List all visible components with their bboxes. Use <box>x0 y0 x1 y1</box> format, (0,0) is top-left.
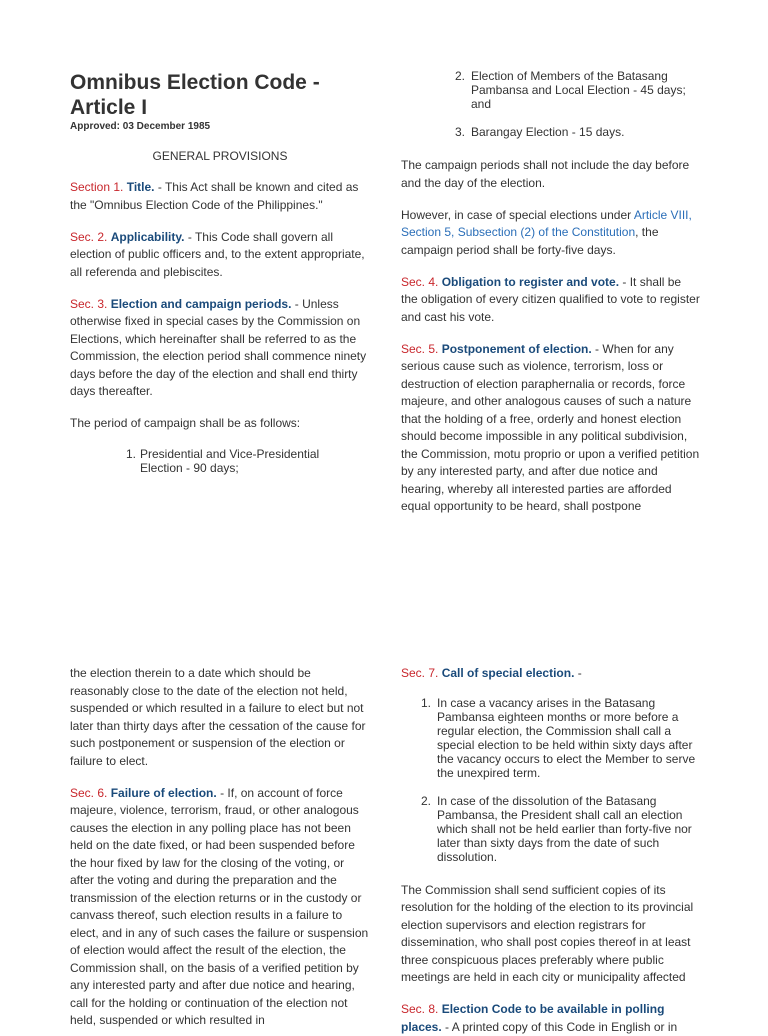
section-5-continuation: the election therein to a date which should be reasonably close to the date of the election not held, suspended or which resulted in a failure to elect but not later than thirty days after the cessation of the cause for such postponement or suspension of the election or failure to elect. <box>70 666 366 768</box>
list-item <box>417 696 701 780</box>
section-heading: Applicability. <box>110 229 185 244</box>
document-title <box>70 70 370 120</box>
list-number: 3. <box>454 125 465 139</box>
section-heading: Obligation to register and vote. <box>441 274 620 289</box>
list-text: Barangay Election - 15 days. <box>471 125 625 139</box>
section-heading: Election Code to be available in polling places. <box>401 1002 665 1034</box>
list-text: Presidential and Vice-Presidential Election - 90 days; <box>140 447 320 475</box>
section-body: - It shall be the obligation of every citizen qualified to vote to register and cast his vote. <box>401 274 700 324</box>
section-heading: Election and campaign periods. <box>110 296 292 311</box>
section-6 <box>70 785 370 1030</box>
page2-left-column <box>70 665 370 1027</box>
section-body: - This Act shall be known and cited as the "Omnibus Election Code of the Philippines." <box>70 180 359 212</box>
section-body: - A printed copy of this Code in English or in <box>441 1019 678 1034</box>
section-1 <box>70 179 370 214</box>
section-body: - This Code shall govern all election of public officers and, to the extent appropriate, all referenda and plebiscites. <box>70 229 365 279</box>
list-text: In case of the dissolution of the Batasang Pambansa, the President shall call an election which shall not be held earlier than forty-five nor later than sixty days from the date of such dissolution. <box>437 793 692 864</box>
list-number: 1. <box>420 695 431 710</box>
section-2 <box>70 229 370 282</box>
campaign-note: The campaign periods shall not include the day before and the day of the election. <box>401 158 690 190</box>
title-line-1: Omnibus Election Code - <box>70 71 320 94</box>
title-line-2: Article I <box>70 96 148 119</box>
list-number: 2. <box>454 69 465 83</box>
campaign-intro: The period of campaign shall be as follows: <box>70 416 301 430</box>
section-8 <box>401 1001 701 1036</box>
list-item <box>451 69 701 111</box>
section-body: - If, on account of force majeure, violence, terrorism, fraud, or other analogous causes the election in any polling place has not been held on the date fixed, or had been suspended before the hour fixed by law for the closing of the voting, or after the voting and during the preparation and the transmission of the election returns or in the custody or canvass thereof, such election results in a failure to elect, and in any of such cases the failure or suspension of election would affect the result of the election, the Commission shall, on the basis of a verified petition by any interested party and after due notice and hearing, call for the holding or continuation of the election not held, suspended or which resulted in <box>70 785 369 1027</box>
special-text: However, in case of special elections under <box>401 207 634 222</box>
list-item <box>451 125 701 139</box>
section-body: - <box>574 666 582 680</box>
special-text-end: , the campaign period shall be forty-five days. <box>401 225 659 257</box>
section-heading: Call of special election. <box>441 666 575 680</box>
commission-copies-paragraph: The Commission shall send sufficient copies of its resolution for the holding of the election to its provincial election supervisors and election registrars for dissemination, who shall post copies thereof in at least three conspicuous places preferably where public meetings are held in each city or municipality affected <box>401 882 694 984</box>
special-elections-paragraph <box>401 207 701 260</box>
section-7 <box>401 665 701 683</box>
section-number: Sec. 5. <box>401 341 439 356</box>
section-number: Sec. 8. <box>401 1002 439 1016</box>
section-body: - Unless otherwise fixed in special cases by the Commission on Elections, which hereinafter shall be referred to as the Commission, the election period shall commence ninety days before the day of the election and shall end thirty days thereafter. <box>70 296 367 398</box>
list-text: Election of Members of the Batasang Pambansa and Local Election - 45 days; and <box>471 69 686 111</box>
section-number: Section 1. <box>70 180 124 194</box>
section-heading: Failure of election. <box>110 785 217 800</box>
list-item <box>417 794 701 864</box>
page1-right-column <box>401 69 701 515</box>
list-text: In case a vacancy arises in the Batasang Pambansa eighteen months or more before a regular election, the Commission shall call a special election to be held within sixty days after the vacancy occurs to elect the Member to serve the unexpired term. <box>437 695 696 780</box>
constitution-link[interactable]: Article VIII, Section 5, Subsection (2) of the Constitution <box>401 207 692 239</box>
section-3 <box>70 296 370 401</box>
list-item <box>122 447 370 475</box>
section-4 <box>401 274 701 327</box>
section-number: Sec. 7. <box>401 666 439 680</box>
section-number: Sec. 4. <box>401 274 439 289</box>
section-heading: Title. <box>126 180 155 194</box>
section-number: Sec. 3. <box>70 296 108 311</box>
section-5 <box>401 341 701 516</box>
section-body: - When for any serious cause such as violence, terrorism, loss or destruction of election paraphernalia or records, force majeure, and other analogous causes of such a nature that the holding of a free, orderly and honest election should become impossible in any political subdivision, the Commission, motu proprio or upon a verified petition by any interested party, and after due notice and hearing, whereby all interested parties are afforded equal opportunity to be heard, shall postpone <box>401 341 700 513</box>
approved-date: Approved: 03 December 1985 <box>70 121 211 132</box>
special-election-list <box>401 696 701 864</box>
section-number: Sec. 2. <box>70 229 108 244</box>
page2-right-column <box>401 665 701 1034</box>
campaign-period-list <box>70 447 370 475</box>
list-number: 2. <box>420 793 431 808</box>
section-number: Sec. 6. <box>70 785 108 800</box>
page1-left-column <box>70 70 370 489</box>
general-provisions-heading: GENERAL PROVISIONS <box>152 148 288 163</box>
list-number: 1. <box>125 447 136 461</box>
section-heading: Postponement of election. <box>441 341 592 356</box>
campaign-period-list-cont <box>401 69 701 139</box>
